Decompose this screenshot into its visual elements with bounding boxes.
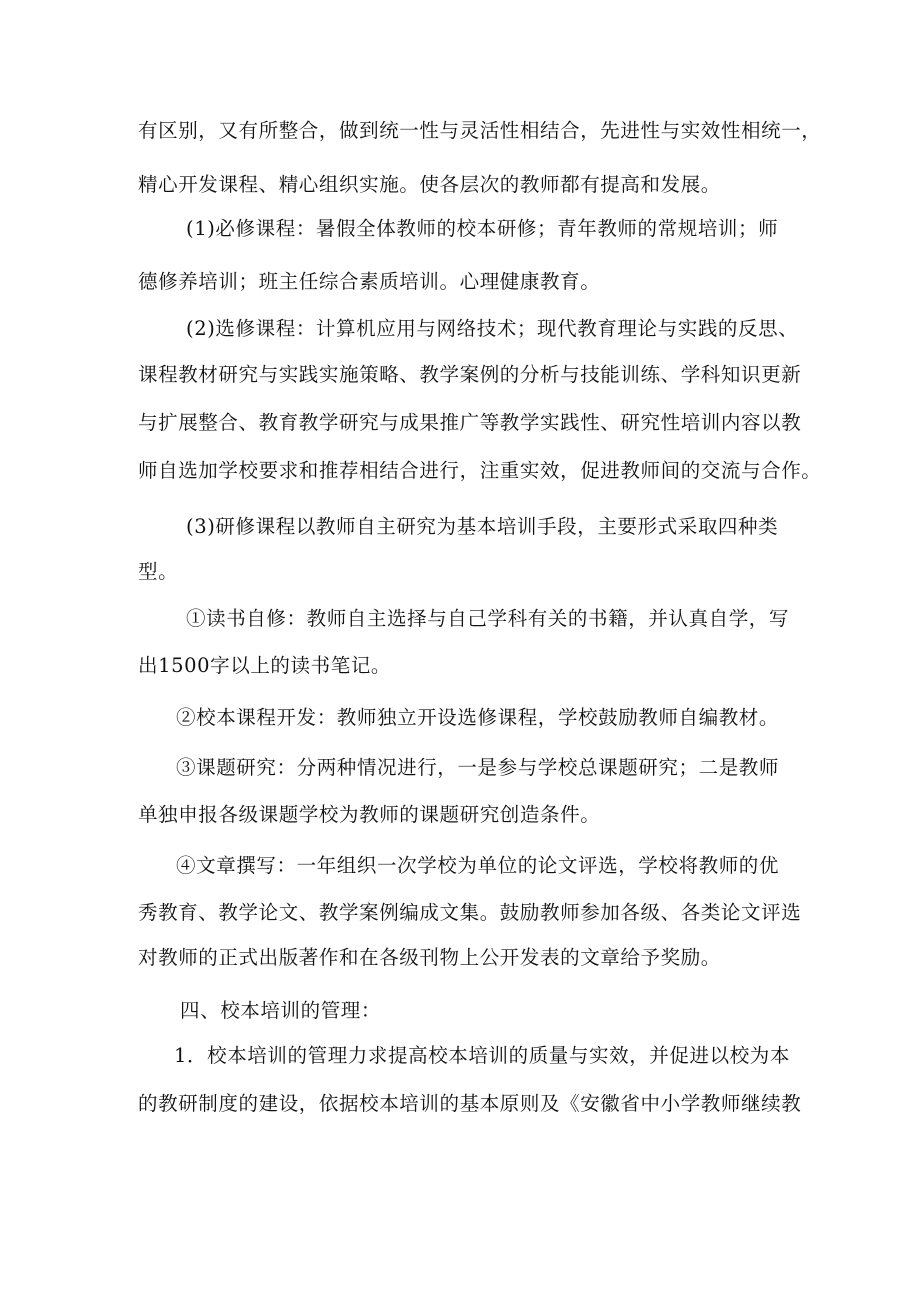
paragraph-line: ④文章撰写：一年组织一次学校为单位的论文评选，学校将教师的优 (176, 854, 780, 877)
paragraph-line: (1)必修课程：暑假全体教师的校本研修；青年教师的常规培训；师 (186, 217, 779, 240)
paragraph-line: 秀教育、教学论文、教学案例编成文集。鼓励教师参加各级、各类论文评选 (138, 901, 802, 924)
paragraph-line: 有区别，又有所整合，做到统一性与灵活性相结合，先进性与实效性相统一， (138, 119, 822, 142)
paragraph-line: ①读书自修：教师自主选择与自己学科有关的书籍，并认真自学，写 (186, 607, 790, 630)
paragraph-line: 对教师的正式出版著作和在各级刊物上公开发表的文章给予奖励。 (138, 946, 721, 969)
paragraph-line: 精心开发课程、精心组织实施。使各层次的教师都有提高和发展。 (138, 173, 721, 196)
paragraph-line: 与扩展整合、教育教学研究与成果推广等教学实践性、研究性培训内容以教 (138, 411, 802, 434)
paragraph-line: 的教研制度的建设，依据校本培训的基本原则及《安徽省中小学教师继续教 (138, 1092, 802, 1115)
paragraph-line: (3)研修课程以教师自主研究为基本培训手段，主要形式采取四种类 (186, 515, 779, 538)
paragraph-line: ③课题研究：分两种情况进行，一是参与学校总课题研究；二是教师 (176, 756, 780, 779)
paragraph-line: 出1500字以上的读书笔记。 (138, 654, 392, 677)
paragraph-line: 课程教材研究与实践实施策略、教学案例的分析与技能训练、学科知识更新 (138, 363, 802, 386)
paragraph-line: 1．校本培训的管理力求提高校本培训的质量与实效，并促进以校为本 (174, 1044, 791, 1067)
paragraph-line: ②校本课程开发：教师独立开设选修课程，学校鼓励教师自编教材。 (176, 706, 780, 729)
paragraph-line: (2)选修课程：计算机应用与网络技术；现代教育理论与实践的反思、 (186, 317, 799, 340)
paragraph-line: 师自选加学校要求和推荐相结合进行，注重实效，促进教师间的交流与合作。 (138, 459, 822, 482)
section-heading: 四、校本培训的管理： (180, 999, 382, 1022)
paragraph-line: 型。 (138, 560, 179, 583)
paragraph-line: 单独申报各级课题学校为教师的课题研究创造条件。 (138, 803, 601, 826)
paragraph-line: 德修养培训；班主任综合素质培训。心理健康教育。 (138, 270, 601, 293)
